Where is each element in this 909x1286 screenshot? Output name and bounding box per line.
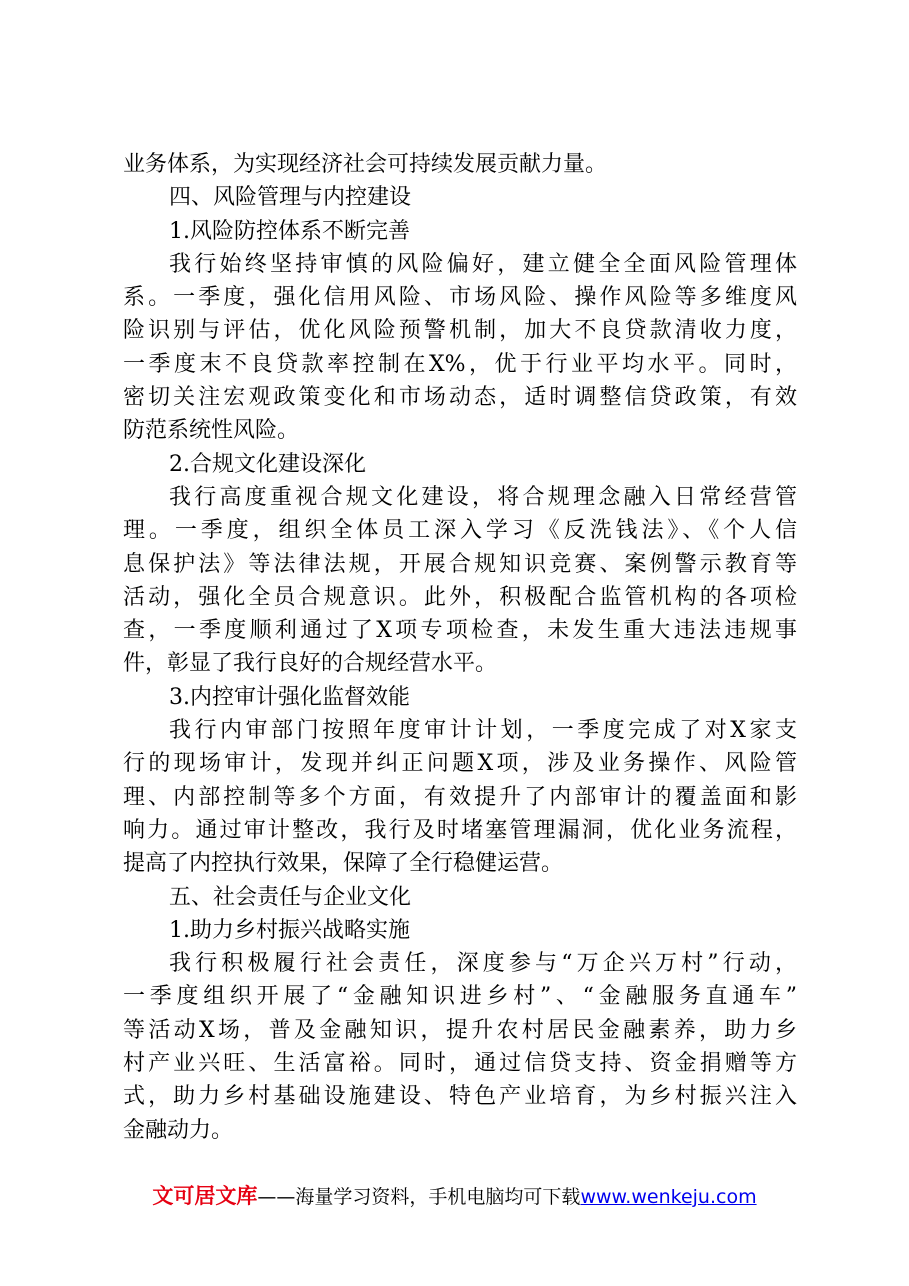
- footer-brand: 文可居文库: [152, 1184, 258, 1208]
- paragraph-line: 理。一季度，组织全体员工深入学习《反洗钱法》、《个人信: [123, 518, 797, 544]
- paragraph-line: 一季度末不良贷款率控制在X%，优于行业平均水平。同时，: [123, 351, 797, 377]
- document-body: [123, 148, 797, 1147]
- footer-tagline: ——海量学习资料，手机电脑均可下载: [257, 1186, 581, 1208]
- subsection-heading: 3.内控审计强化监督效能: [169, 684, 410, 710]
- paragraph-line: 息保护法》等法律法规，开展合规知识竞赛、案例警示教育等: [123, 551, 797, 577]
- footer-banner: [0, 1182, 909, 1211]
- footer-website-link[interactable]: www.wenkeju.com: [580, 1186, 757, 1208]
- paragraph-line: 查，一季度顺利通过了X项专项检查，未发生重大违法违规事: [123, 618, 797, 644]
- paragraph-first-line: 我行始终坚持审慎的风险偏好，建立健全全面风险管理体: [169, 251, 797, 277]
- section-heading: 四、风险管理与内控建设: [169, 185, 412, 211]
- paragraph-last-line: 业务体系，为实现经济社会可持续发展贡献力量。: [123, 152, 608, 177]
- paragraph-line: 理、内部控制等多个方面，有效提升了内部审计的覆盖面和影: [123, 784, 797, 810]
- paragraph-line: 响力。通过审计整改，我行及时堵塞管理漏洞，优化业务流程，: [123, 817, 797, 843]
- paragraph-line: 式，助力乡村基础设施建设、特色产业培育，为乡村振兴注入: [123, 1084, 797, 1110]
- paragraph-line: 系。一季度，强化信用风险、市场风险、操作风险等多维度风: [123, 285, 797, 311]
- section-heading: 五、社会责任与企业文化: [169, 884, 412, 910]
- paragraph-line: 险识别与评估，优化风险预警机制，加大不良贷款清收力度，: [123, 318, 797, 344]
- subsection-heading: 1.风险防控体系不断完善: [169, 218, 410, 244]
- paragraph-first-line: 我行高度重视合规文化建设，将合规理念融入日常经营管: [169, 484, 797, 510]
- paragraph-line: 一季度组织开展了“金融知识进乡村”、“金融服务直通车”: [123, 984, 797, 1010]
- paragraph-first-line: 我行内审部门按照年度审计计划，一季度完成了对X家支: [169, 718, 797, 744]
- paragraph-last-line: 件，彰显了我行良好的合规经营水平。: [123, 651, 498, 677]
- subsection-heading: 2.合规文化建设深化: [169, 451, 366, 477]
- paragraph-last-line: 金融动力。: [123, 1117, 234, 1143]
- paragraph-last-line: 提高了内控执行效果，保障了全行稳健运营。: [123, 851, 564, 877]
- paragraph-line: 等活动X场，普及金融知识，提升农村居民金融素养，助力乡: [123, 1017, 797, 1043]
- paragraph-last-line: 防范系统性风险。: [123, 418, 300, 444]
- subsection-heading: 1.助力乡村振兴战略实施: [169, 917, 410, 943]
- paragraph-line: 村产业兴旺、生活富裕。同时，通过信贷支持、资金捐赠等方: [123, 1051, 797, 1077]
- paragraph-line: 活动，强化全员合规意识。此外，积极配合监管机构的各项检: [123, 584, 797, 610]
- paragraph-line: 行的现场审计，发现并纠正问题X项，涉及业务操作、风险管: [123, 751, 797, 777]
- paragraph-line: 密切关注宏观政策变化和市场动态，适时调整信贷政策，有效: [123, 385, 797, 411]
- paragraph-first-line: 我行积极履行社会责任，深度参与“万企兴万村”行动，: [169, 951, 797, 977]
